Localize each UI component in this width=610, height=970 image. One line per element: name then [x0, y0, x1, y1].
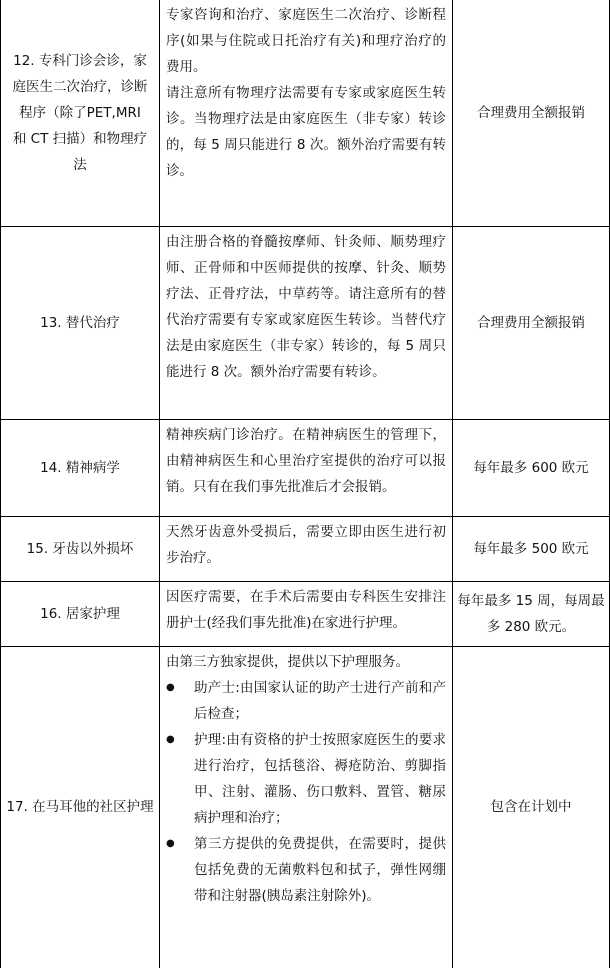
service-list — [166, 675, 446, 909]
coverage-cell: 每年最多 600 欧元 — [453, 419, 610, 516]
item-cell: 16. 居家护理 — [1, 581, 160, 646]
coverage-cell: 合理费用全额报销 — [453, 0, 610, 226]
description-paragraph: 请注意所有物理疗法需要有专家或家庭医生转诊。当物理疗法是由家庭医生（非专家）转诊的，每 5 周只能进行 8 次。额外治疗需要有转诊。 — [166, 85, 446, 179]
list-item: ● 助产士:由国家认证的助产士进行产前和产后检查； — [166, 675, 446, 727]
item-cell: 17. 在马耳他的社区护理 — [1, 646, 160, 968]
description-paragraph: 精神疾病门诊治疗。在精神病医生的管理下，由精神病医生和心里治疗室提供的治疗可以报销。只有在我们事先批准后才会报销。 — [166, 426, 446, 495]
list-item: ● 第三方提供的免费提供，在需要时，提供包括免费的无菌敷料包和拭子，弹性网绷带和注射器(胰岛素注射除外)。 — [166, 831, 446, 909]
item-cell: 14. 精神病学 — [1, 419, 160, 516]
description-cell — [160, 516, 453, 581]
description-cell — [160, 581, 453, 646]
table-row — [1, 419, 610, 516]
item-cell: 13. 替代治疗 — [1, 226, 160, 419]
coverage-cell: 每年最多 15 周，每周最多 280 欧元。 — [453, 581, 610, 646]
coverage-cell: 合理费用全额报销 — [453, 226, 610, 419]
table-row — [1, 226, 610, 419]
table-row — [1, 646, 610, 968]
description-cell — [160, 646, 453, 968]
coverage-cell: 包含在计划中 — [453, 646, 610, 968]
description-cell — [160, 0, 453, 226]
table-row — [1, 0, 610, 226]
description-paragraph: 由注册合格的脊髓按摩师、针灸师、顺势理疗师、正骨师和中医师提供的按摩、针灸、顺势疗法、正骨疗法，中草药等。请注意所有的替代治疗需要有专家或家庭医生转诊。当替代疗法是由家庭医生（非专家）转诊的，每 5 周只能进行 8 次。额外治疗需要有转诊。 — [166, 233, 446, 380]
item-cell: 12. 专科门诊会诊，家庭医生二次治疗，诊断程序（除了PET,MRI 和 CT 扫描）和物理疗法 — [1, 0, 160, 226]
table-row — [1, 581, 610, 646]
description-intro: 由第三方独家提供，提供以下护理服务。 — [166, 653, 409, 670]
bullet-icon: ● — [166, 837, 175, 849]
description-cell — [160, 226, 453, 419]
item-cell: 15. 牙齿以外损坏 — [1, 516, 160, 581]
description-cell — [160, 419, 453, 516]
description-paragraph: 因医疗需要，在手术后需要由专科医生安排注册护士(经我们事先批准)在家进行护理。 — [166, 588, 446, 631]
bullet-icon: ● — [166, 733, 175, 745]
list-item: ● 护理:由有资格的护士按照家庭医生的要求进行治疗，包括毯浴、褥疮防治、剪脚指甲、注射、灌肠、伤口敷料、置管、糖尿病护理和治疗； — [166, 727, 446, 831]
description-paragraph: 天然牙齿意外受损后，需要立即由医生进行初步治疗。 — [166, 523, 446, 566]
description-paragraph: 专家咨询和治疗、家庭医生二次治疗、诊断程序(如果与住院或日托治疗有关)和理疗治疗的费用。 — [166, 7, 446, 75]
table-row — [1, 516, 610, 581]
bullet-icon: ● — [166, 681, 175, 693]
coverage-cell: 每年最多 500 欧元 — [453, 516, 610, 581]
